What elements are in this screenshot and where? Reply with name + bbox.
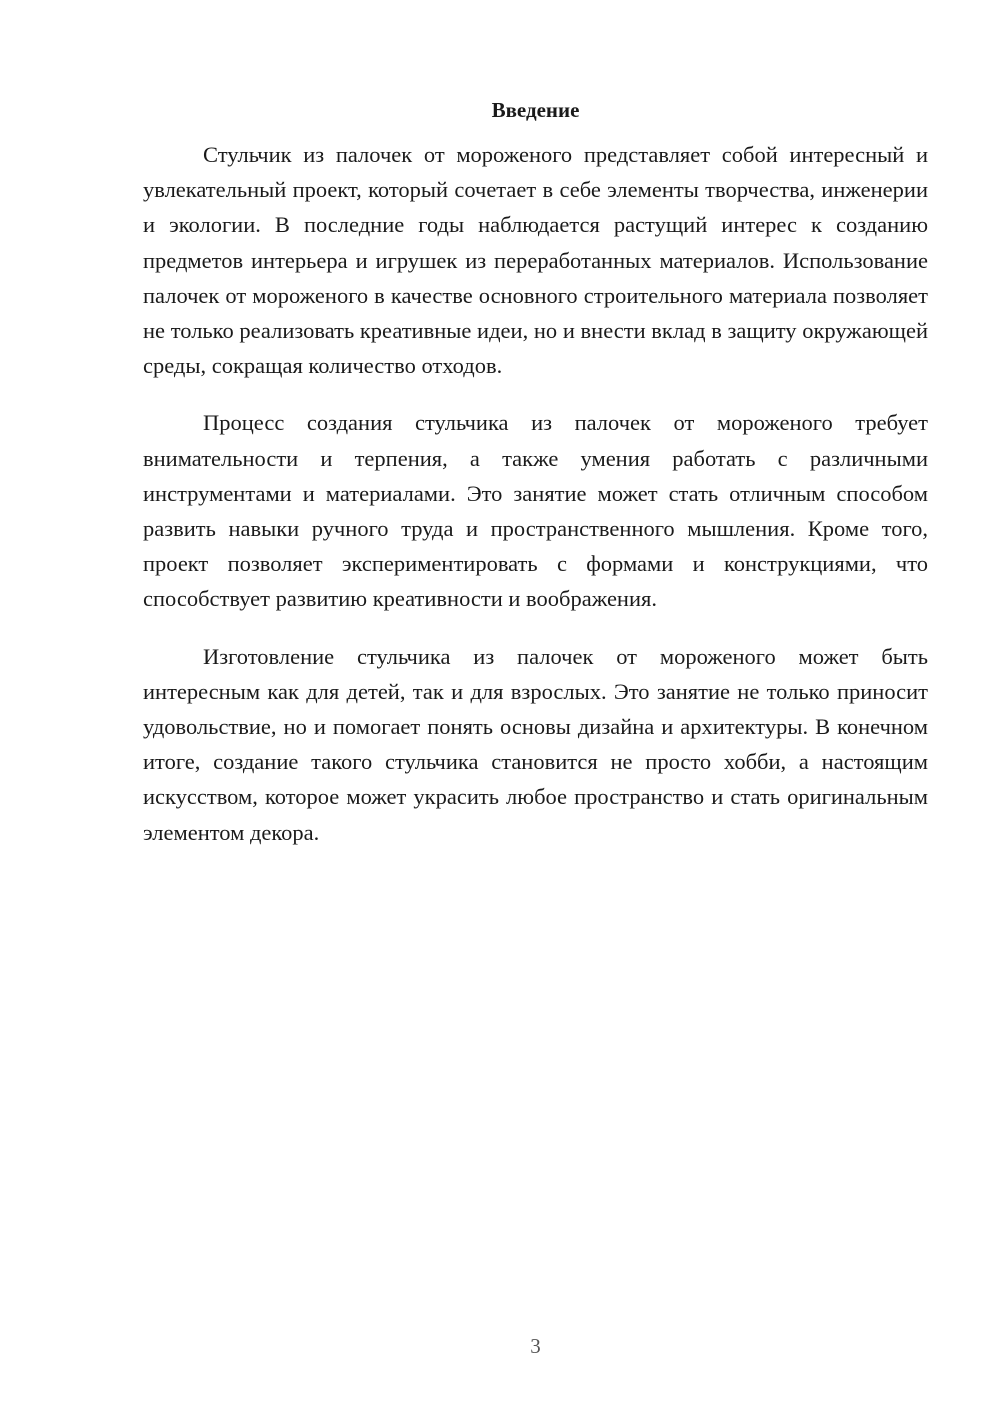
document-page (143, 95, 928, 872)
paragraph-2: Процесс создания стульчика из палочек от мороженого требует внимательности и терпения, а также умения работать с различными инструментами и материалами. Это занятие может стать отличным способом развить навыки ручного труда и пространственного мышления. Кроме того, проект позволяет экспериментировать с формами и конструкциями, что способствует развитию креативности и воображения. (143, 410, 928, 612)
paragraph-1: Стульчик из палочек от мороженого представляет собой интересный и увлекательный проект, который сочетает в себе элементы творчества, инженерии и экологии. В последние годы наблюдается растущий интерес к созданию предметов интерьера и игрушек из переработанных материалов. Использование палочек от мороженого в качестве основного строительного материала позволяет не только реализовать креативные идеи, но и внести вклад в защиту окружающей среды, сокращая количество отходов. (143, 142, 928, 379)
paragraph-3: Изготовление стульчика из палочек от мороженого может быть интересным как для детей, так и для взрослых. Это занятие не только приносит удовольствие, но и помогает понять основы дизайна и архитектуры. В конечном итоге, создание такого стульчика становится не просто хобби, а настоящим искусством, которое может украсить любое пространство и стать оригинальным элементом декора. (143, 643, 928, 845)
section-heading: Введение (491, 98, 580, 122)
page-number: 3 (530, 1334, 541, 1358)
